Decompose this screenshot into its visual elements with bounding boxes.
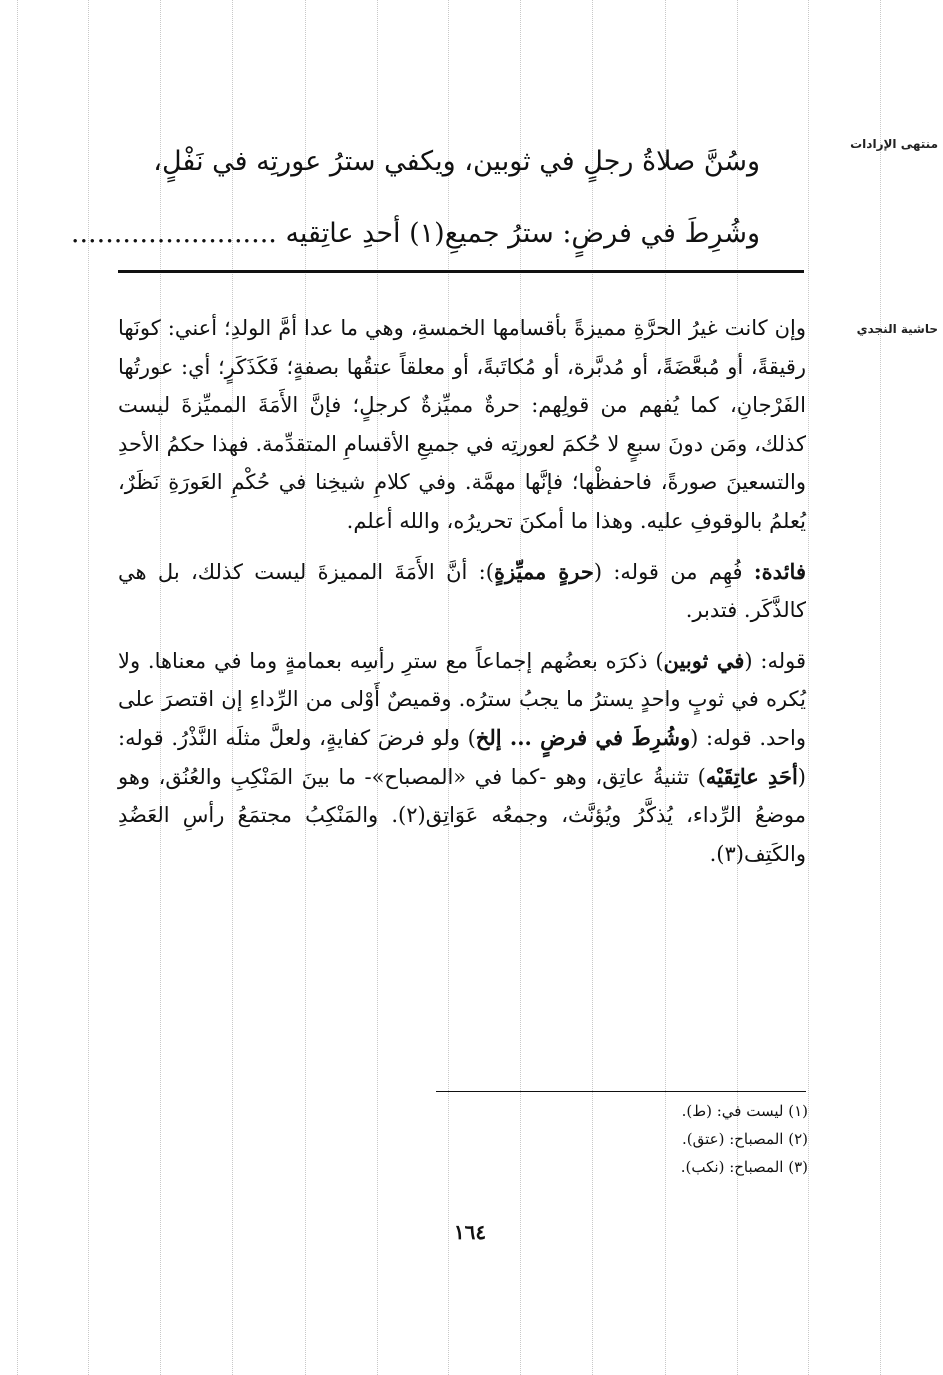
- section-divider: [118, 270, 804, 273]
- page-number: ١٦٤: [453, 1220, 487, 1244]
- text-run: فُهِم من قوله: (: [593, 559, 743, 584]
- scan-guide-line: [808, 0, 809, 1375]
- scan-guide-line: [880, 0, 881, 1375]
- scan-guide-line: [17, 0, 18, 1375]
- faida-label: فائدة:: [753, 558, 806, 584]
- text-run: قوله: (: [744, 648, 806, 673]
- quoted-phrase: أحَدِ عاتِقَيْه: [705, 763, 798, 789]
- footnote-1: (١) ليست في: (ط).: [681, 1102, 808, 1120]
- quoted-phrase: في ثوبين: [663, 647, 745, 673]
- quoted-phrase: وشُرِطَ في فرضٍ ... إلخ: [475, 724, 691, 750]
- hashiya-paragraph-2: [118, 553, 806, 630]
- side-label-hashiya: حاشية النجدي: [856, 322, 938, 336]
- quoted-phrase: حرةٍ مميِّزةٍ: [493, 558, 594, 584]
- footnotes: [436, 1097, 808, 1181]
- hashiya-paragraph-3: [118, 642, 806, 874]
- scan-guide-line: [88, 0, 89, 1375]
- text-run: ) ولو فرضَ كفايةٍ، ولعلَّ مثلَه النَّذْرُ. قوله: (: [118, 725, 806, 789]
- side-label-matn: منتهى الإرادات: [850, 137, 938, 151]
- text-run: ) ذكرَه بعضُهم إجماعاً مع سترِ رأسِه بعمامةٍ وما في معناها. ولا يُكره في ثوبٍ واحدٍ يسترُ ما يجبُ سترُه. وقميصٌ أَوْلى من الرِّداءِ إن اقتصرَ على واحد. قوله: (: [118, 648, 806, 750]
- hashiya-text: [118, 309, 806, 873]
- footnote-2: (٢) المصباح: (عتق).: [681, 1130, 808, 1148]
- footnote-3: (٣) المصباح: (نكب).: [680, 1158, 808, 1176]
- matn-line-1: وسُنَّ صلاةُ رجلٍ في ثوبين، ويكفي سترُ عورتِه في نَفْلٍ،: [153, 146, 760, 177]
- footnote-divider: [436, 1091, 806, 1092]
- matn-line-2: وشُرِطَ في فرضٍ: سترُ جميعِ(١) أحدِ عاتِقيه ........................: [70, 218, 760, 249]
- text-run: ): أنَّ الأَمَةَ المميزةَ ليست كذلك، بل هي كالذَّكَر. فتدبر.: [118, 559, 806, 623]
- text-run: ) تثنيةُ عاتِق، وهو -كما في «المصباح»- ما بينَ المَنْكِبِ والعُنُق، وهو موضعُ الرِّداء، يُذكَّرُ ويُؤنَّث، وجمعُه عَوَاتِق(٢). والمَنْكِبُ مجتمَعُ رأسِ العَضُدِ والكَتِف(٣).: [118, 764, 806, 866]
- hashiya-paragraph-1: وإن كانت غيرُ الحرَّةِ مميزةً بأقسامها الخمسةِ، وهي ما عدا أمَّ الولدِ؛ أعني: كونَها رقيقةً، أو مُبعَّضَةً، أو مُدبَّرة، أو مُكاتَبةً، أو معلقاً عتقُها بصفةٍ؛ فَكَذَكَرٍ؛ أي: عورتُها الفَرْجانِ، كما يُفهم من قولِهم: حرةٌ مميِّزةٌ كرجلٍ؛ فإنَّ الأَمَةَ المميِّزةَ ليست كذلك، ومَن دونَ سبعٍ لا حُكمَ لعورتِه في جميعِ الأقسامِ المتقدِّمة. فهذا حكمُ الأحدِ والتسعينَ صورةً، فاحفظْها؛ فإنَّها مهمَّة. وفي كلامِ شيخِنا في حُكْمِ العَورَةِ نَظَرٌ، يُعلمُ بالوقوفِ عليه. وهذا ما أمكنَ تحريرُه، والله أعلم.: [118, 316, 806, 533]
